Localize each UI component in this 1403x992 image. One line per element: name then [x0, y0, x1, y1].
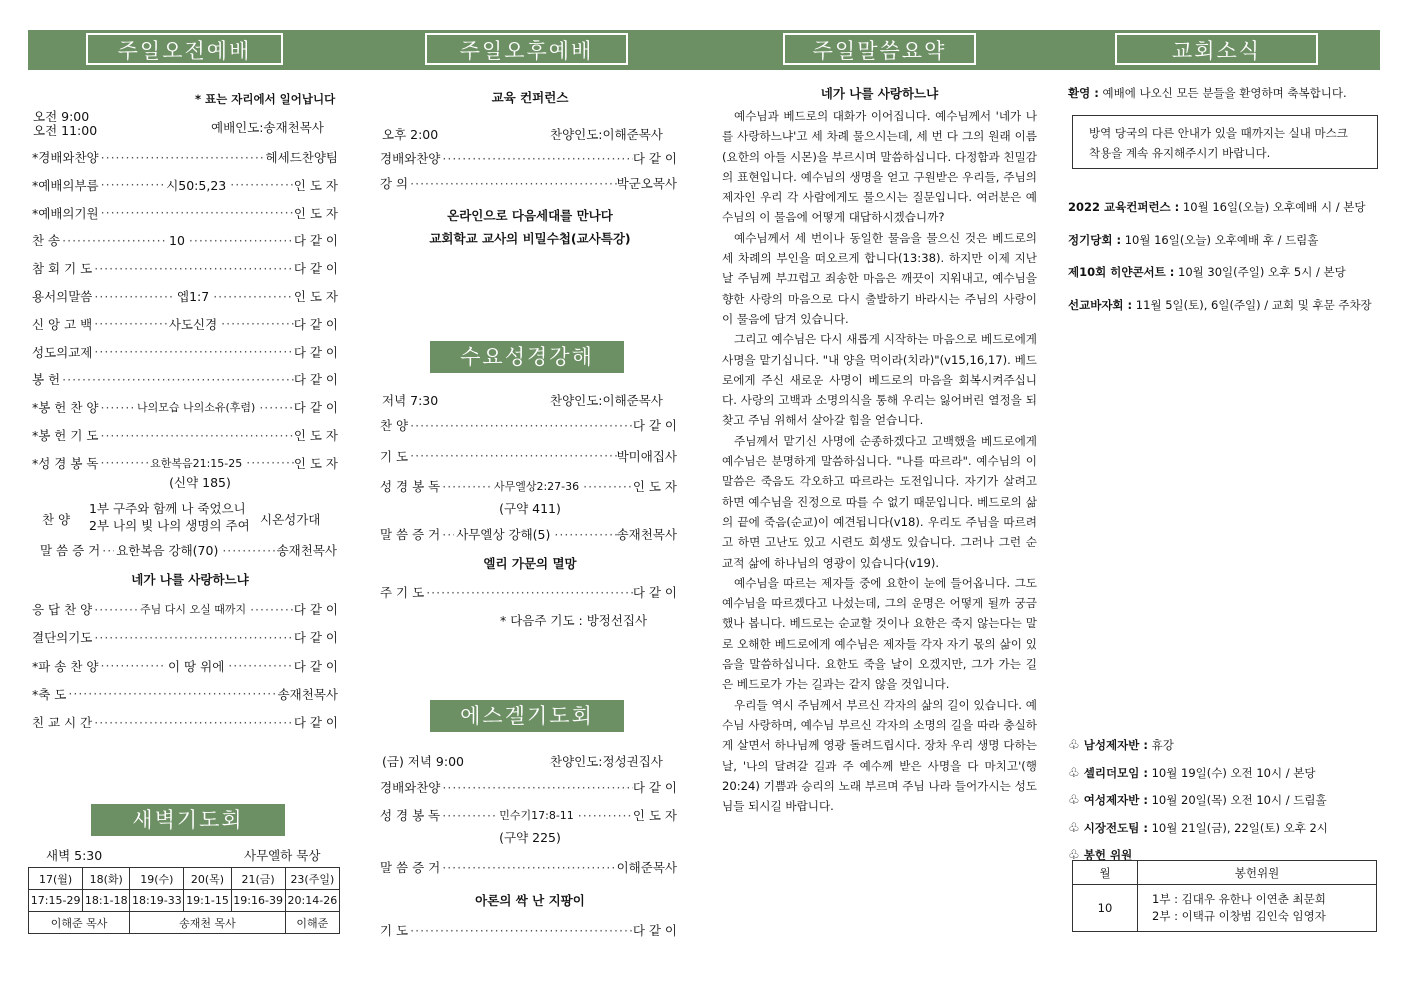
welcome-line [1068, 85, 1347, 101]
order-label: 참 회 기 도 [32, 261, 93, 277]
anthem-titles [89, 500, 250, 534]
order-label: *경배와찬양 [32, 150, 99, 165]
order-label: 용서의말씀 [32, 289, 93, 304]
wednesday-prayer-row [380, 583, 677, 601]
order-row [32, 148, 338, 166]
order-value: 인 도 자 [293, 205, 338, 221]
dawn-leader: 송재천 목사 [130, 912, 285, 934]
ezekiel-prayer-label: 기 도 [380, 923, 409, 938]
dawn-book: 사무엘하 묵상 [244, 848, 321, 863]
order-value: 다 같 이 [293, 372, 338, 388]
news-list [1068, 191, 1372, 321]
offering-second-service: 2부 : 이택규 이창범 김인숙 임영자 [1152, 909, 1326, 923]
summary-paragraph: 예수님을 따르는 제자들 중에 요한이 눈에 들어옵니다. 그도 예수님을 따르겠다고 나섰는데, 그의 운명은 어떻게 될까 궁금했나 봅니다. 베드로는 순교할 것이나 요한은 죽지 않는다는 말로 오해한 베드로에게 예수님은 제자들 각자 자기 몫의 삶이 있음을 말씀하십니다. 요한도 죽을 날이 오겠지만, 그가 가는 길은 베드로가 가는 길과는 같지 않을 것입니다. [722, 575, 1037, 692]
news-item [1068, 289, 1372, 322]
order-value: 다 같 이 [293, 630, 338, 646]
summary-paragraph: 예수님과 베드로의 대화가 이어집니다. 예수님께서 '네가 나를 사랑하느냐'고 세 차례 물으시는데, 세 번 다 그의 원래 이름(요한의 아들 시몬)을 부르시며 말씀하십니다. 다정함과 친밀감의 표현입니다. 예수님의 생명을 얻고 구원받은 우리들, 주님의 제자인 우리 각 사람에게도 물으시는 질문입니다. 여러분은 예수님의 이 물음에 어떻게 대답하시겠습니까? [722, 109, 1037, 225]
summary-paragraph: 우리들 역시 주님께서 부르신 각자의 삶의 길이 있습니다. 예수님 사랑하며, 예수님 부르신 각자의 소명의 길을 따라 충실하게 살면서 하나님께 영광 돌려드립시다. 장차 우리 생명 다하는 날, '나의 달려갈 길과 주 예수께 받은 사명을 다 마치고'(행20:24) 기쁨과 승리의 노래 부르며 주님 나라 들어가시는 성도님들 되시길 바랍니다. [722, 697, 1037, 814]
news-item-label: 제10회 히얀콘서트 : [1068, 265, 1175, 279]
order-value: 인 도 자 [293, 428, 338, 443]
anthem-second-service: 2부 나의 빛 나의 생명의 주여 [89, 518, 250, 533]
anthem-choir: 시온성가대 [260, 512, 321, 527]
order-value: 다 같 이 [293, 261, 338, 277]
order-value: 박미애집사 [616, 448, 677, 464]
order-row [32, 259, 338, 277]
reading-subtext: (신약 185) [169, 475, 231, 490]
order-row [32, 657, 338, 675]
header-church-news: 교회소식 [1115, 33, 1318, 65]
dawn-days-row [29, 868, 340, 890]
club-icon: ♧ [1068, 848, 1084, 863]
order-row [32, 628, 338, 646]
header-ezekiel-prayer: 에스겔기도회 [430, 700, 624, 732]
dawn-day: 23(주일) [285, 868, 339, 890]
news-item-text: 10월 30일(주일) 오후 5시 / 본당 [1174, 265, 1346, 279]
dawn-day: 17(월) [29, 868, 83, 890]
wednesday-time: 저녁 7:30 [382, 393, 439, 408]
order-label: 친 교 시 간 [32, 715, 93, 731]
afternoon-leader: 찬양인도:이해준목사 [550, 127, 663, 142]
afternoon-row [380, 174, 677, 192]
sermon-title: 네가 나를 사랑하느냐 [131, 572, 249, 587]
group-label: 여성제자반 : [1083, 793, 1148, 807]
header-wednesday-bible: 수요성경강해 [430, 341, 624, 373]
order-label: *축 도 [32, 686, 67, 702]
mask-notice: 방역 당국의 다른 안내가 있을 때까지는 실내 마스크 착용을 계속 유지해주시기 바랍니다. [1072, 115, 1378, 169]
header-afternoon-worship: 주일오후예배 [425, 33, 628, 65]
news-item-text: 10월 16일(오늘) 오후예배 후 / 드림홀 [1121, 232, 1319, 247]
dawn-schedule-table [28, 867, 340, 934]
order-label: 성 경 봉 독 [380, 479, 441, 494]
afternoon-item-label: 강 의 [380, 176, 409, 191]
offering-head-month: 월 [1073, 861, 1138, 885]
dawn-day: 20(목) [184, 868, 231, 890]
group-text: 10월 21일(금), 22일(토) 오후 2시 [1147, 820, 1328, 835]
wednesday-sermon-label: 말 씀 증 거 [380, 527, 441, 542]
order-label: *파 송 찬 양 [32, 658, 99, 674]
order-detail: 주님 다시 오실 때까지 [139, 603, 247, 616]
order-row [380, 416, 677, 434]
order-row [32, 315, 338, 333]
service-times [33, 110, 97, 138]
wednesday-reading-sub: (구약 411) [499, 501, 561, 516]
order-row [32, 204, 338, 222]
club-icon: ♧ [1068, 820, 1084, 836]
dawn-leaders-row [29, 912, 340, 934]
ezekiel-sermon-label: 말 씀 증 거 [380, 860, 441, 875]
wednesday-preacher: 송재천목사 [616, 527, 677, 542]
order-detail: 사무엘상2:27-36 [493, 480, 580, 493]
order-value: 헤세드찬양팀 [265, 150, 338, 165]
dawn-leader: 이해준 [285, 912, 339, 934]
time-second: 오전 11:00 [33, 123, 98, 138]
order-row [380, 778, 677, 796]
order-label: 성도의교제 [32, 344, 93, 360]
offering-committee-table [1072, 860, 1377, 932]
afternoon-item-label: 경배와찬양 [380, 151, 441, 166]
next-prayer-note: * 다음주 기도 : 방정선집사 [500, 613, 648, 628]
wednesday-sermon-text: 사무엘상 강해(5) [456, 527, 551, 542]
standing-note: * 표는 자리에서 일어납니다 [195, 92, 336, 106]
order-value: 다 같 이 [293, 316, 338, 332]
dawn-passage: 18:19-33 [130, 890, 184, 912]
anthem-label: 찬 양 [42, 512, 71, 527]
group-item [1068, 732, 1328, 760]
order-label: *봉 헌 찬 양 [32, 400, 99, 416]
order-label: 경배와찬양 [380, 780, 441, 795]
order-detail: 요한복음21:15-25 [150, 456, 243, 470]
order-row [32, 398, 338, 416]
afternoon-row [380, 149, 677, 167]
ezekiel-reading-sub: (구약 225) [499, 830, 561, 845]
group-label: 시장전도팀 : [1083, 820, 1148, 835]
group-item [1068, 787, 1328, 815]
dawn-passages-row [29, 890, 340, 912]
order-value: 다 같 이 [632, 780, 677, 795]
sermon-preacher: 송재천목사 [276, 543, 337, 558]
news-item [1068, 256, 1372, 289]
header-morning-worship: 주일오전예배 [86, 33, 283, 65]
dawn-day: 19(수) [130, 868, 184, 890]
order-value: 다 같 이 [293, 658, 338, 674]
club-icon: ♧ [1068, 793, 1084, 808]
offering-head-members: 봉헌위원 [1138, 861, 1377, 885]
order-detail: 시50:5,23 [166, 177, 227, 193]
order-row [32, 231, 338, 249]
header-sermon-summary: 주일말씀요약 [783, 33, 976, 65]
dawn-leader: 이해준 목사 [29, 912, 130, 934]
afternoon-subtitle-2: 교회학교 교사의 비밀수첩(교사특강) [429, 231, 631, 246]
wednesday-sermon-row [380, 525, 677, 543]
ezekiel-prayer-value: 다 같 이 [632, 923, 677, 938]
order-detail: 민수기17:8-11 [499, 809, 574, 822]
welcome-text: 예배에 나오신 모든 분들을 환영하며 축복합니다. [1102, 86, 1347, 100]
sermon-text: 요한복음 강해(70) [116, 543, 219, 558]
afternoon-title: 교육 컨퍼런스 [491, 90, 569, 105]
afternoon-item-value: 다 같 이 [632, 151, 677, 166]
afternoon-item-value: 박군오목사 [616, 176, 677, 191]
ezekiel-preacher: 이해준목사 [616, 860, 677, 875]
afternoon-subtitle-1: 온라인으로 다음세대를 만나다 [447, 208, 613, 223]
order-label: 신 앙 고 백 [32, 316, 93, 332]
wednesday-prayer-label: 주 기 도 [380, 585, 425, 600]
order-value: 다 같 이 [293, 602, 338, 617]
offering-members [1138, 885, 1377, 932]
order-value: 다 같 이 [632, 418, 677, 433]
wednesday-prayer-value: 다 같 이 [632, 585, 677, 600]
order-value: 인 도 자 [293, 289, 338, 304]
order-value: 다 같 이 [293, 233, 338, 249]
worship-leader: 예배인도:송재천목사 [211, 120, 324, 135]
order-label: 기 도 [380, 448, 409, 464]
group-label: 봉헌 위원 [1083, 848, 1133, 862]
offering-month: 10 [1073, 885, 1138, 932]
order-value: 인 도 자 [632, 479, 677, 494]
sermon-label: 말 씀 증 거 [40, 543, 101, 558]
news-item-text: 11월 5일(토), 6일(주일) / 교회 및 후문 주차장 [1132, 297, 1372, 312]
dawn-passage: 20:14-26 [285, 890, 339, 912]
dawn-passage: 18:1-18 [83, 890, 130, 912]
order-label: 찬 양 [380, 418, 409, 433]
order-row [32, 713, 338, 731]
order-row [32, 370, 338, 388]
wednesday-sermon-title: 엘리 가문의 멸망 [483, 556, 577, 571]
order-row [32, 287, 338, 305]
group-item [1068, 760, 1328, 788]
sermon-row [40, 541, 337, 559]
order-row [380, 806, 677, 824]
order-detail: 이 땅 위에 [168, 658, 225, 674]
group-item [1068, 815, 1328, 843]
order-value: 송재천목사 [277, 686, 338, 702]
order-row [380, 477, 677, 495]
welcome-label: 환영 : [1068, 86, 1099, 100]
order-detail: 사도신경 [168, 316, 218, 332]
order-row [32, 343, 338, 361]
news-item-label: 선교바자회 : [1068, 297, 1133, 312]
news-item-text: 10월 16일(오늘) 오후예배 시 / 본당 [1179, 200, 1366, 214]
order-label: *예배의기원 [32, 205, 99, 221]
order-detail: 나의모습 나의소유(후렴) [136, 401, 256, 415]
summary-paragraph: 그리고 예수님은 다시 새롭게 시작하는 마음으로 베드로에게 사명을 맡기십니다. "내 양을 먹이라(치라)"(v15,16,17). 베드로에게 주신 새로운 사명이 베드로의 마음을 회복시켜주십니다. 사랑의 고백과 소명의식을 통해 우리는 잃어버린 열정을 되찾고 주님 위해서 살아갈 힘을 얻습니다. [722, 332, 1037, 428]
order-label: 봉 헌 [32, 372, 61, 388]
order-value: 다 같 이 [293, 715, 338, 731]
dawn-day: 18(화) [83, 868, 130, 890]
summary-body [722, 106, 1037, 816]
group-list [1068, 732, 1328, 870]
ezekiel-sermon-row [380, 858, 677, 876]
group-text: 휴강 [1147, 738, 1174, 752]
order-row [32, 176, 338, 194]
ezekiel-time: (금) 저녁 9:00 [382, 754, 464, 769]
time-first: 오전 9:00 [33, 109, 90, 124]
group-label: 셀리더모임 : [1083, 765, 1148, 780]
dawn-passage: 17:15-29 [29, 890, 83, 912]
header-dawn-prayer: 새벽기도회 [91, 804, 285, 836]
club-icon: ♧ [1068, 738, 1084, 753]
dawn-time: 새벽 5:30 [46, 848, 103, 863]
anthem-first-service: 1부 구주와 함께 나 죽었으니 [89, 501, 246, 516]
order-label: *예배의부름 [32, 177, 99, 193]
order-label: 성 경 봉 독 [380, 808, 441, 823]
summary-paragraph: 예수님께서 세 번이나 동일한 물음을 물으신 것은 베드로의 세 차례의 부인을 떠오르게 합니다(13:38). 하지만 이제 지난날 주님께 부끄럽고 죄송한 마음은 깨끗이 지워내고, 예수님을 향한 사랑의 마음으로 다시 출발하기 바라시는 주님의 사랑이 이 물음에 담겨 있습니다. [722, 230, 1037, 326]
ezekiel-prayer-row [380, 921, 677, 939]
news-item-label: 정기당회 : [1068, 232, 1122, 247]
group-text: 10월 19일(수) 오전 10시 / 본당 [1147, 765, 1316, 780]
group-text: 10월 20일(목) 오전 10시 / 드림홀 [1147, 793, 1327, 807]
order-label: *봉 헌 기 도 [32, 428, 99, 443]
ezekiel-leader: 찬양인도:정성권집사 [550, 754, 663, 769]
order-detail: 10 [169, 232, 185, 248]
order-label: 응 답 찬 양 [32, 602, 93, 617]
order-row [380, 447, 677, 465]
order-row [32, 600, 338, 618]
order-value: 인 도 자 [632, 808, 677, 823]
order-row [32, 454, 338, 472]
club-icon: ♧ [1068, 765, 1084, 781]
dawn-day: 21(금) [231, 868, 285, 890]
order-value: 다 같 이 [293, 344, 338, 360]
summary-title: 네가 나를 사랑하느냐 [820, 86, 939, 101]
order-row [32, 426, 338, 444]
news-item-label: 2022 교육컨퍼런스 : [1068, 200, 1180, 214]
afternoon-time: 오후 2:00 [382, 127, 439, 142]
order-value: 다 같 이 [293, 400, 338, 416]
summary-paragraph: 주님께서 맡기신 사명에 순종하겠다고 고백했을 베드로에게 예수님은 분명하게 말씀하십니다. "나를 따르라". 예수님의 이 말씀은 죽음도 각오하고 따르라는 도전입니다. 자기가 살려고 하면 예수님을 진정으로 따를 수 없기 때문입니다. 베드로의 삶의 끝에 죽음(순교)이 예견됩니다(v18). 우리도 주님을 따르려고 하면 고난도 있고 시련도 희생도 있습니다. 그러나 그런 순교적 삶에 하나님의 영광이 있습니다(v19). [722, 433, 1037, 570]
group-label: 남성제자반 : [1083, 738, 1148, 752]
dawn-passage: 19:16-39 [231, 890, 285, 912]
news-item [1068, 224, 1372, 257]
order-label: *성 경 봉 독 [32, 455, 99, 471]
order-detail: 엡1:7 [177, 289, 210, 304]
offering-first-service: 1부 : 김대우 유한나 이연춘 최문희 [1152, 892, 1326, 906]
order-value: 인 도 자 [293, 455, 338, 471]
ezekiel-sermon-title: 아론의 싹 난 지팡이 [475, 893, 585, 908]
order-label: 찬 송 [32, 233, 61, 249]
dawn-passage: 19:1-15 [184, 890, 231, 912]
order-value: 인 도 자 [293, 177, 338, 193]
order-label: 결단의기도 [32, 630, 93, 646]
news-item [1068, 191, 1372, 224]
wednesday-leader: 찬양인도:이해준목사 [550, 393, 663, 408]
order-row [32, 685, 338, 703]
